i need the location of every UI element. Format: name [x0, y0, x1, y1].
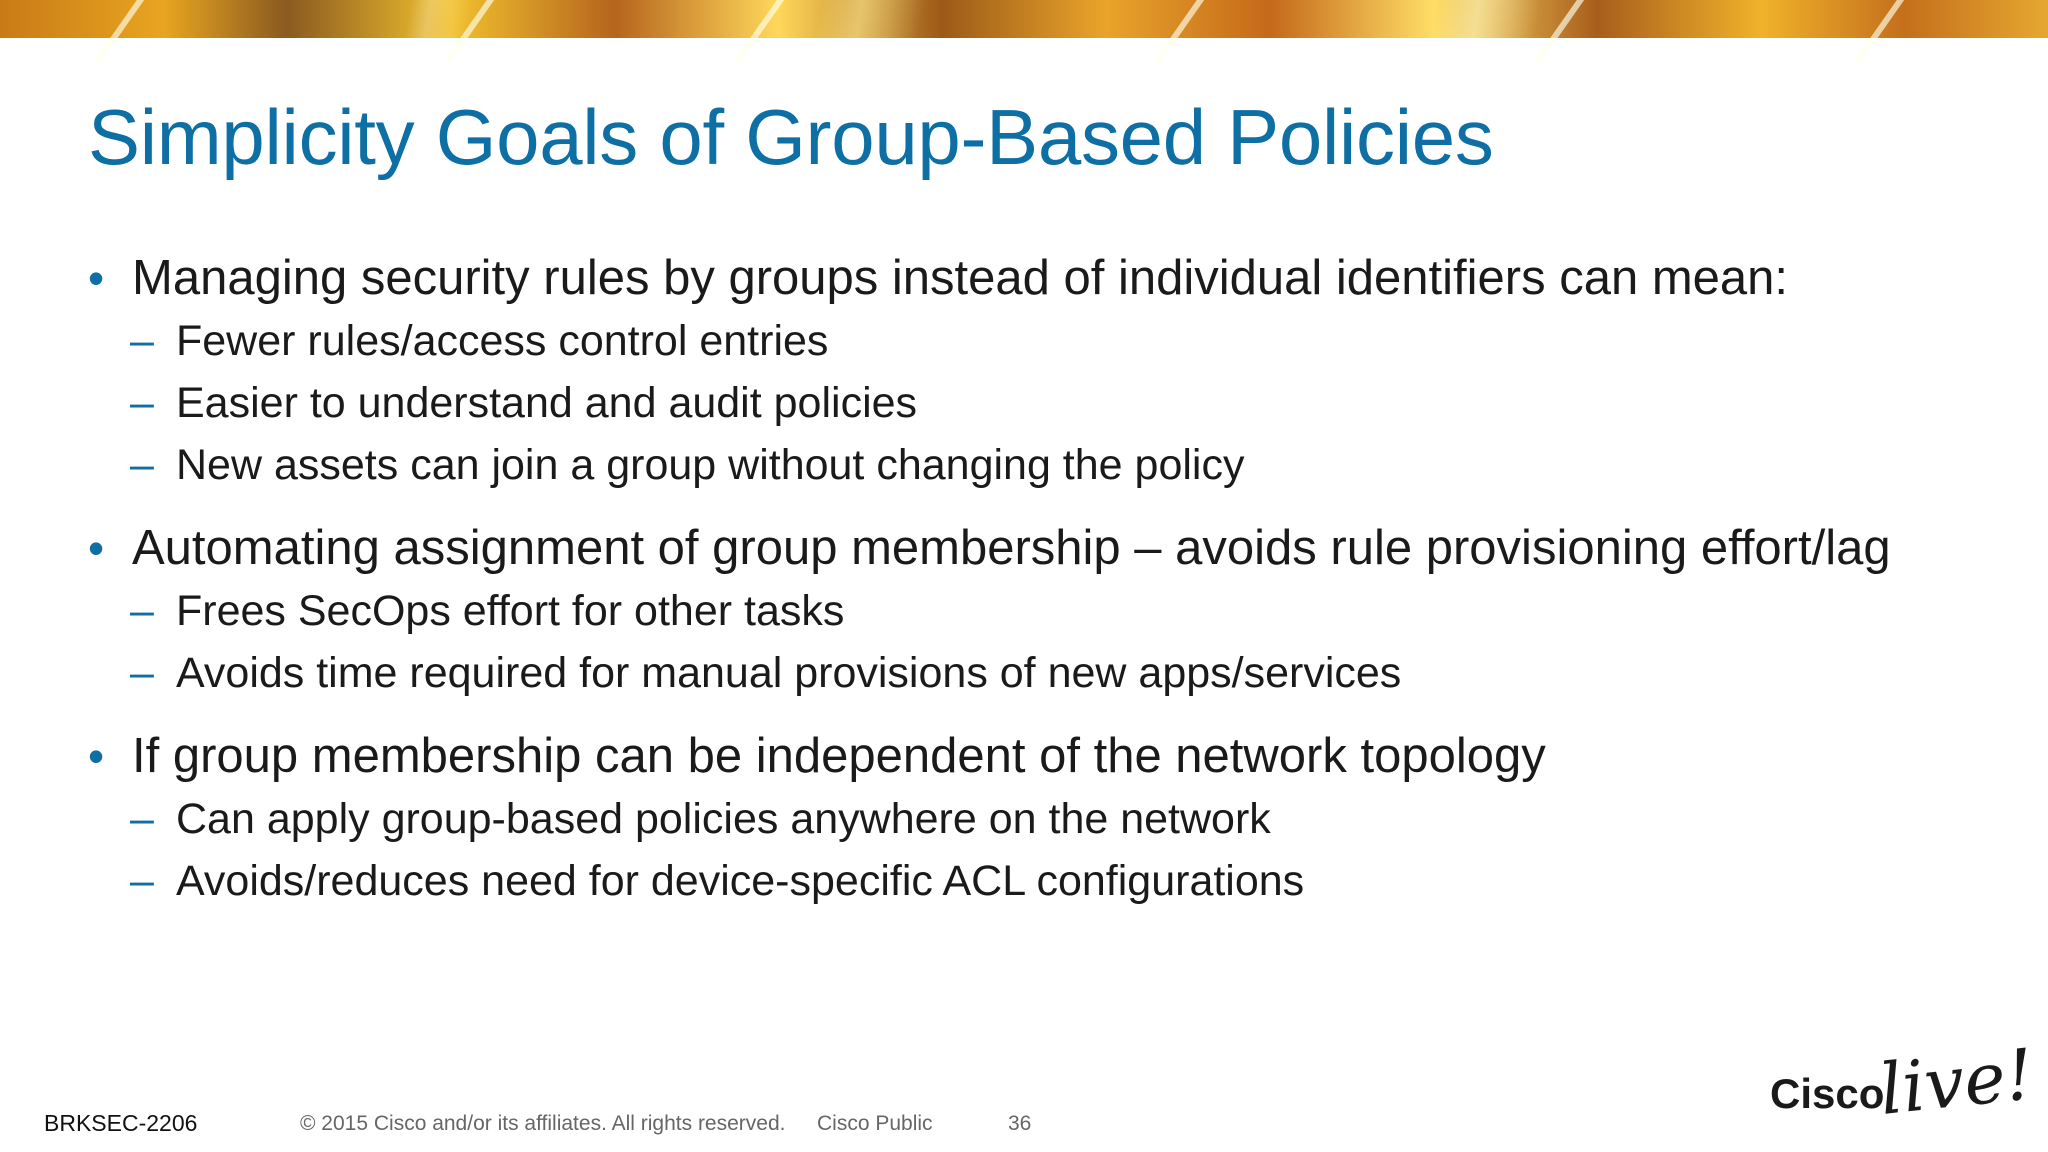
bullet-item [88, 724, 2028, 788]
dash-icon: – [130, 441, 154, 489]
sub-bullet-text: Frees SecOps effort for other tasks [176, 587, 845, 635]
bullet-group-2 [88, 516, 2028, 704]
bullet-dot-icon: • [88, 730, 105, 782]
sub-bullet-text: Easier to understand and audit policies [176, 379, 918, 427]
sub-bullet-text: New assets can join a group without changing the policy [176, 441, 1245, 489]
classification-label: Cisco Public [817, 1112, 933, 1135]
copyright-notice: © 2015 Cisco and/or its affiliates. All rights reserved. [300, 1112, 786, 1135]
slide-content [88, 246, 2028, 932]
bullet-dot-icon: • [88, 522, 105, 574]
sub-bullet-text: Can apply group-based policies anywhere on the network [176, 795, 1271, 843]
bullet-item [88, 516, 2028, 580]
sub-bullet-item [88, 642, 2028, 704]
sub-bullet-item [88, 310, 2028, 372]
dash-icon: – [130, 857, 154, 905]
slide-title: Simplicity Goals of Group-Based Policies [88, 93, 1494, 181]
bullet-group-1 [88, 246, 2028, 496]
dash-icon: – [130, 649, 154, 697]
bullet-text: If group membership can be independent of the network topology [132, 729, 1546, 783]
bullet-item [88, 246, 2028, 310]
sub-bullet-item [88, 372, 2028, 434]
dash-icon: – [130, 795, 154, 843]
sub-bullet-text: Avoids time required for manual provisions of new apps/services [176, 649, 1402, 697]
sub-bullet-text: Avoids/reduces need for device-specific ACL configurations [176, 857, 1305, 905]
bullet-text: Managing security rules by groups instead of individual identifiers can mean: [132, 251, 1789, 305]
logo-event-text: live! [1875, 1033, 2038, 1131]
dash-icon: – [130, 317, 154, 365]
sub-bullet-item [88, 788, 2028, 850]
session-code: BRKSEC-2206 [44, 1110, 198, 1136]
sub-bullet-text: Fewer rules/access control entries [176, 317, 829, 365]
page-number: 36 [1008, 1112, 1032, 1135]
logo-brand-text: Cisco [1770, 1070, 1885, 1117]
sub-bullet-item [88, 850, 2028, 912]
dash-icon: – [130, 587, 154, 635]
cisco-live-logo [1768, 1033, 2038, 1131]
sub-bullet-item [88, 580, 2028, 642]
header-banner [0, 0, 2048, 38]
bullet-text: Automating assignment of group membership – avoids rule provisioning effort/lag [132, 521, 1891, 575]
sub-bullet-item [88, 434, 2028, 496]
bullet-group-3 [88, 724, 2028, 912]
bullet-dot-icon: • [88, 252, 105, 304]
dash-icon: – [130, 379, 154, 427]
